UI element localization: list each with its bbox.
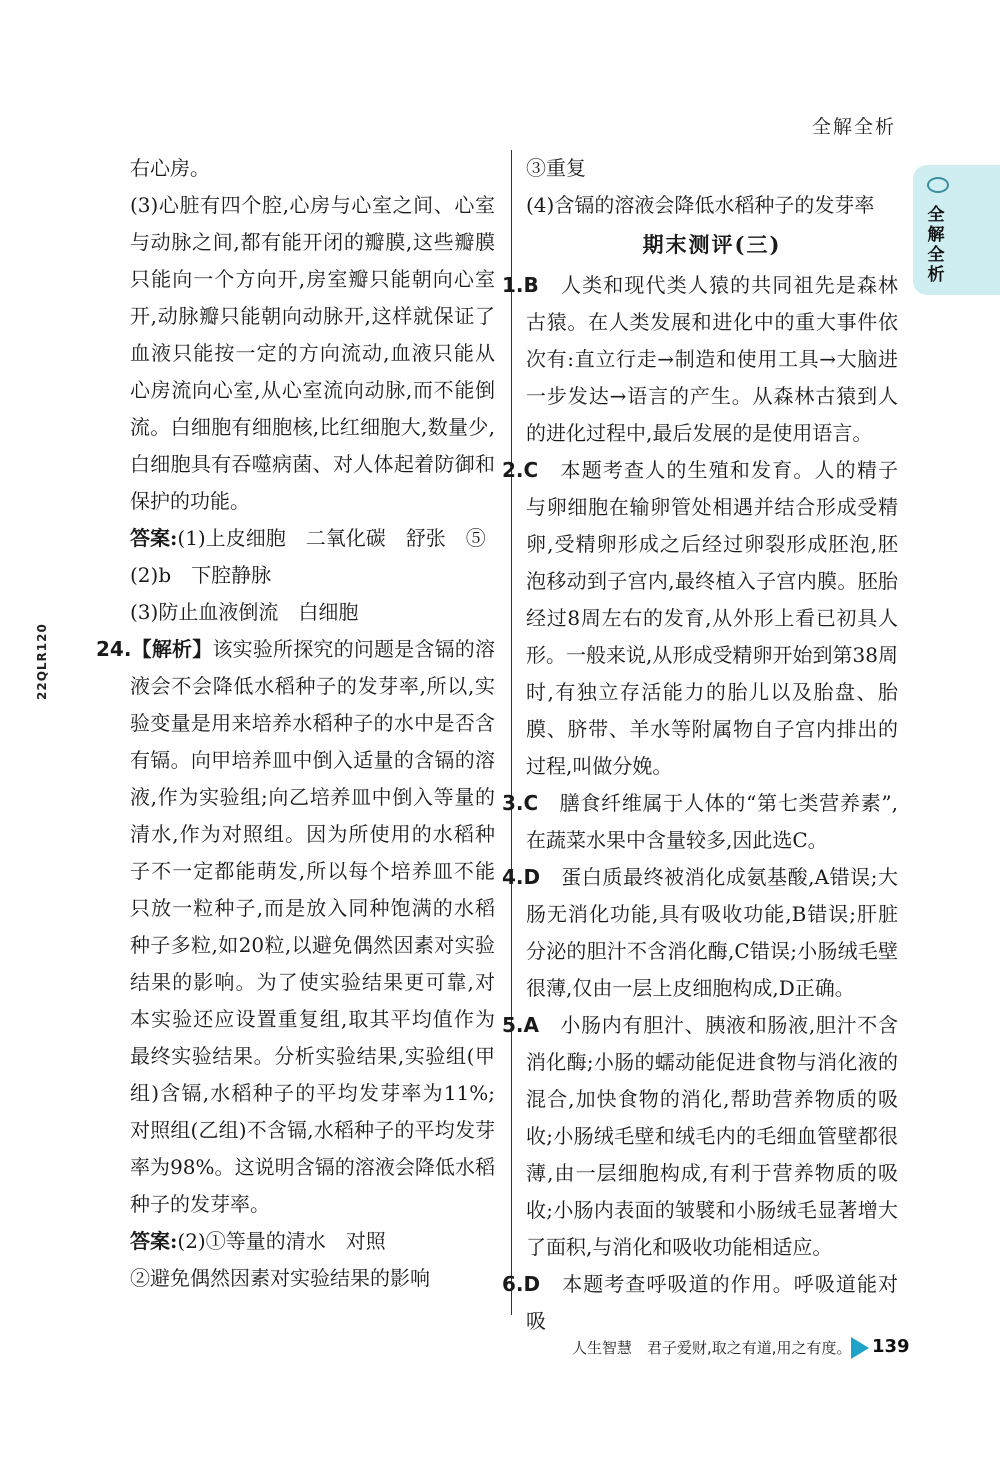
answer-letter: C — [523, 791, 539, 815]
answer-letter: D — [523, 1272, 541, 1296]
section-title: 期末测评(三) — [642, 232, 782, 257]
answer-letter: C — [523, 458, 539, 482]
question-text: 人类和现代类人猿的共同祖先是森林古猿。在人类发展和进化中的重大事件依次有:直立行走→制造和使用工具→大脑进一步发达→语言的产生。从森林古猿到人的进化过程中,最后发展的是使用语言。 — [526, 273, 899, 445]
answer-line: ②避免偶然因素对实验结果的影响 — [130, 1266, 430, 1290]
question-text: 本题考查人的生殖和发育。人的精子与卵细胞在输卵管处相遇并结合形成受精卵,受精卵形成之后经过卵裂形成胚泡,胚泡移动到子宫内,最终植入子宫内膜。胚胎经过8周左右的发育,从外形上看已初具人形。一般来说,从形成受精卵开始到第38周时,有独立存活能力的胎儿以及胎盘、胎膜、脐带、羊水等附属物自子宫内排出的过程,叫做分娩。 — [526, 458, 899, 778]
answer-line: ③重复 — [526, 156, 586, 180]
left-column — [96, 150, 496, 1297]
answer-text: (2)①等量的清水 对照 — [177, 1229, 386, 1253]
question-number: 6. — [502, 1272, 524, 1296]
question-text: 小肠内有胆汁、胰液和肠液,胆汁不含消化酶;小肠的蠕动能促进食物与消化液的混合,加快食物的消化,帮助营养物质的吸收;小肠绒毛壁和绒毛内的毛细血管壁都很薄,由一层细胞构成,有利于营养物质的吸收;小肠内表面的皱襞和小肠绒毛显著增大了面积,与消化和吸收功能相适应。 — [526, 1013, 898, 1259]
answer-line: (2)b 下腔静脉 — [130, 563, 272, 587]
answer-letter: D — [523, 865, 541, 889]
question-number: 24. — [96, 637, 132, 661]
question-number: 5. — [502, 1013, 524, 1037]
question-item — [502, 267, 899, 452]
answer-label: 答案: — [130, 1229, 178, 1253]
side-tab-label: 全解全析 — [927, 205, 945, 285]
question-number: 4. — [502, 865, 524, 889]
answer-line: (3)防止血液倒流 白细胞 — [130, 600, 359, 624]
question-item — [502, 452, 899, 785]
side-code: 22QLR120 — [35, 623, 49, 700]
question-number: 2. — [502, 458, 524, 482]
question-item — [502, 859, 899, 1007]
paragraph: (3)心脏有四个腔,心房与心室之间、心室与动脉之间,都有能开闭的瓣膜,这些瓣膜只能向一个方向开,房室瓣只能朝向心室开,动脉瓣只能朝向动脉开,这样就保证了血液只能按一定的方向流动,血液只能从心房流向心室,从心室流向动脉,而不能倒流。白细胞有细胞核,比红细胞大,数量少,白细胞具有吞噬病菌、对人体起着防御和保护的功能。 — [130, 193, 495, 513]
question-24 — [96, 631, 496, 1223]
answer-line: (4)含镉的溶液会降低水稻种子的发芽率 — [526, 193, 875, 217]
answer-text: (1)上皮细胞 二氧化碳 舒张 ⑤ — [177, 526, 486, 550]
answer-label: 答案: — [130, 526, 178, 550]
footer-motto: 人生智慧 君子爱财,取之有道,用之有度。 — [572, 1339, 852, 1357]
header-title: 全解全析 — [812, 116, 897, 138]
answer-line — [130, 1223, 495, 1260]
question-text: 本题考查呼吸道的作用。呼吸道能对吸 — [526, 1272, 899, 1333]
question-number: 1. — [502, 273, 524, 297]
right-column — [502, 150, 899, 1340]
page-number: 139 — [872, 1336, 910, 1357]
question-number: 3. — [502, 791, 524, 815]
answer-letter: B — [523, 273, 539, 297]
question-item — [502, 1266, 899, 1340]
analysis-label: 【解析】 — [131, 637, 213, 661]
question-text: 蛋白质最终被消化成氨基酸,A错误;大肠无消化功能,具有吸收功能,B错误;肝脏分泌的胆汁不含消化酶,C错误;小肠绒毛壁很薄,仅由一层上皮细胞构成,D正确。 — [526, 865, 899, 1000]
answer-line — [130, 520, 495, 557]
question-text: 膳食纤维属于人体的“第七类营养素”,在蔬菜水果中含量较多,因此选C。 — [526, 791, 899, 852]
paragraph: 右心房。 — [130, 156, 210, 180]
answer-letter: A — [523, 1013, 539, 1037]
book-icon — [927, 177, 949, 193]
column-divider — [511, 150, 512, 1315]
side-tab — [913, 165, 1000, 295]
arrow-right-icon — [851, 1337, 869, 1359]
analysis-text: 该实验所探究的问题是含镉的溶液会不会降低水稻种子的发芽率,所以,实验变量是用来培养水稻种子的水中是否含有镉。向甲培养皿中倒入适量的含镉的溶液,作为实验组;向乙培养皿中倒入等量的清水,作为对照组。因为所使用的水稻种子不一定都能萌发,所以每个培养皿不能只放一粒种子,而是放入同种饱满的水稻种子多粒,如20粒,以避免偶然因素对实验结果的影响。为了使实验结果更可靠,对本实验还应设置重复组,取其平均值作为最终实验结果。分析实验结果,实验组(甲组)含镉,水稻种子的平均发芽率为11%;对照组(乙组)不含镉,水稻种子的平均发芽率为98%。这说明含镉的溶液会降低水稻种子的发芽率。 — [130, 637, 496, 1216]
question-item — [502, 1007, 898, 1266]
question-item — [502, 785, 899, 859]
